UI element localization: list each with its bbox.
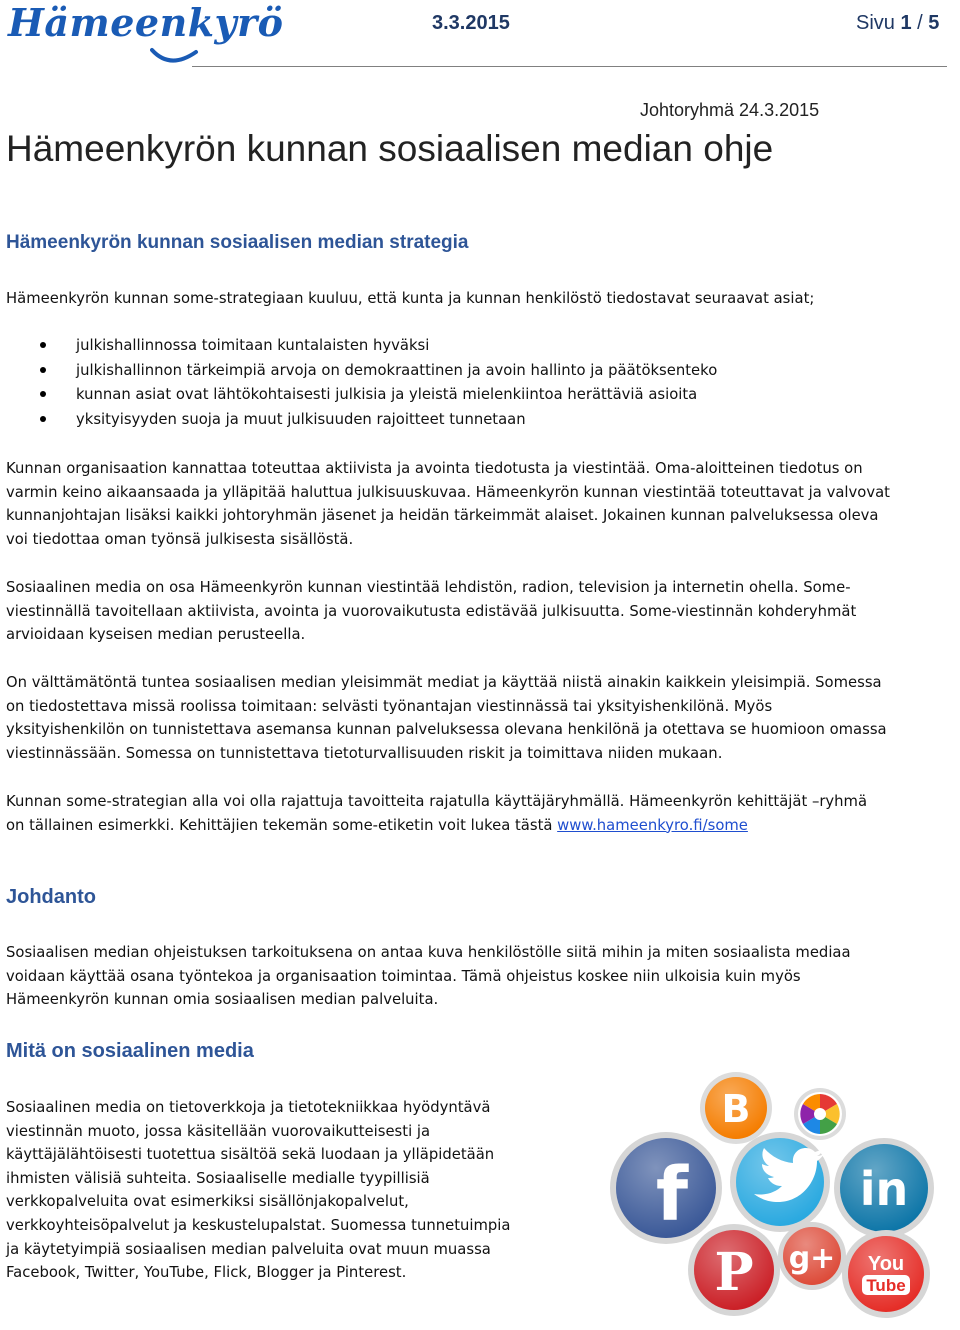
intro-paragraph: Sosiaalisen median ohjeistuksen tarkoituksena on antaa kuva henkilöstölle siitä mihin ja miten sosiaalista mediaa voidaan käyttää osana työntekoa ja organisaation toimintaa. Tämä ohjeistus koskee niin ulkoisia kuin myös Hämeenkyrön kunnan omia sosiaalisen median palveluita. bbox=[6, 944, 851, 1009]
strategy-paragraph-2: Sosiaalinen media on osa Hämeenkyrön kunnan viestintää lehdistön, radion, television ja internetin ohella. Some- viestinnällä tavoitellaan aktiivista, avointa ja vuorovaikutusta edistävää julkisuutta. Some-viestinnän kohderyhmät arvioidaan kyseisen median perusteella. bbox=[6, 579, 857, 644]
intro-heading: Johdanto bbox=[6, 886, 96, 908]
bullet-icon bbox=[40, 416, 46, 422]
blogger-icon bbox=[700, 1072, 772, 1144]
social-media-icons-image bbox=[584, 1070, 954, 1320]
svg-text:in: in bbox=[859, 1162, 909, 1216]
strategy-heading: Hämeenkyrön kunnan sosiaalisen median strategia bbox=[6, 232, 469, 253]
document-title: Hämeenkyrön kunnan sosiaalisen median ohje bbox=[6, 128, 774, 169]
meeting-line: Johtoryhmä 24.3.2015 bbox=[640, 100, 820, 120]
strategy-paragraph-3: On välttämätöntä tuntea sosiaalisen median yleisimmät mediat ja käyttää niistä ainakin kaikkein yleisimpiä. Somessa on tiedostettava missä roolissa toimitaan: selvästi työnantajan viestinnässä tai yksityishenkilönä. Myös yksityishenkilön on tunnistettava asemansa kunnan palveluksessa olevana henkilönä ja otettava se huomioon omassa viestinnässään. Somessa on tunnistettava tietoturvallisuuden riskit ja toimittava niiden mukaan. bbox=[6, 674, 887, 762]
svg-text:Tube: Tube bbox=[866, 1276, 906, 1295]
header-date: 3.3.2015 bbox=[432, 12, 510, 34]
svg-text:B: B bbox=[721, 1087, 751, 1131]
bullet-icon bbox=[40, 367, 46, 373]
youtube-icon bbox=[842, 1230, 930, 1318]
svg-text:g+: g+ bbox=[788, 1241, 836, 1276]
page-indicator: Sivu 1 / 5 bbox=[856, 12, 940, 34]
strategy-paragraph-4: Kunnan some-strategian alla voi olla rajattuja tavoitteita rajatulla käyttäjäryhmällä. Hämeenkyrön kehittäjät –ryhmä on tällainen esimerkki. Kehittäjien tekemän some-etiketin voit lukea tästä www.hameenkyro.fi/some bbox=[6, 793, 868, 834]
svg-text:You: You bbox=[867, 1253, 905, 1275]
googleplus-icon bbox=[778, 1222, 846, 1290]
twitter-icon bbox=[730, 1132, 830, 1232]
header-divider bbox=[192, 66, 947, 67]
social-media-heading: Mitä on sosiaalinen media bbox=[6, 1040, 254, 1062]
strategy-paragraph-1: Kunnan organisaation kannattaa toteuttaa aktiivista ja avointa tiedotusta ja viestintää. Oma-aloitteinen tiedotus on varmin keino aikaansaada ja ylläpitää haluttua julkisuuskuvaa. Hämeenkyrön kunnan viestintää toteuttavat ja valvovat kunnanjohtajan lisäksi kaikki johtoryhmän jäsenet ja heidän tärkeimmät alaiset. Jokainen kunnan palveluksessa oleva voi tiedottaa oman työnsä julkisesta sisällöstä. bbox=[6, 460, 890, 548]
social-media-paragraph: Sosiaalinen media on tietoverkkoja ja tietotekniikkaa hyödyntävä viestinnän muoto, jossa käsitellään vuorovaikutteisesti ja käyttäjälähtöisesti tuotettua sisältöä sekä luodaan ja ylläpidetään ihmisten välisiä suhteita. Sosiaaliselle medialle tyypillisiä verkkopalveluita ovat esimerkiksi sisällönjakopalvelut, verkkoyhteisöpalvelut ja keskustelupalstat. Suomessa tunnetuimpia ja käytetyimpiä sosiaalisen median palveluita ovat muun muassa Facebook, Twitter, YouTube, Flick, Blogger ja Pinterest. bbox=[6, 1099, 511, 1282]
pinterest-icon bbox=[688, 1224, 780, 1316]
linkedin-icon bbox=[834, 1138, 934, 1238]
bullet-icon bbox=[40, 342, 46, 348]
some-etiquette-link[interactable]: www.hameenkyro.fi/some bbox=[557, 816, 748, 834]
strategy-intro: Hämeenkyrön kunnan some-strategiaan kuuluu, että kunta ja kunnan henkilöstö tiedostavat seuraavat asiat; bbox=[6, 290, 815, 307]
svg-text:f: f bbox=[655, 1152, 689, 1238]
logo-swoosh-icon bbox=[150, 46, 200, 68]
facebook-icon bbox=[610, 1132, 722, 1244]
picasa-icon bbox=[794, 1088, 846, 1140]
svg-text:P: P bbox=[714, 1242, 754, 1303]
bullet-icon bbox=[40, 391, 46, 397]
hameenkyro-logo: Hämeenkyrö bbox=[8, 0, 284, 45]
